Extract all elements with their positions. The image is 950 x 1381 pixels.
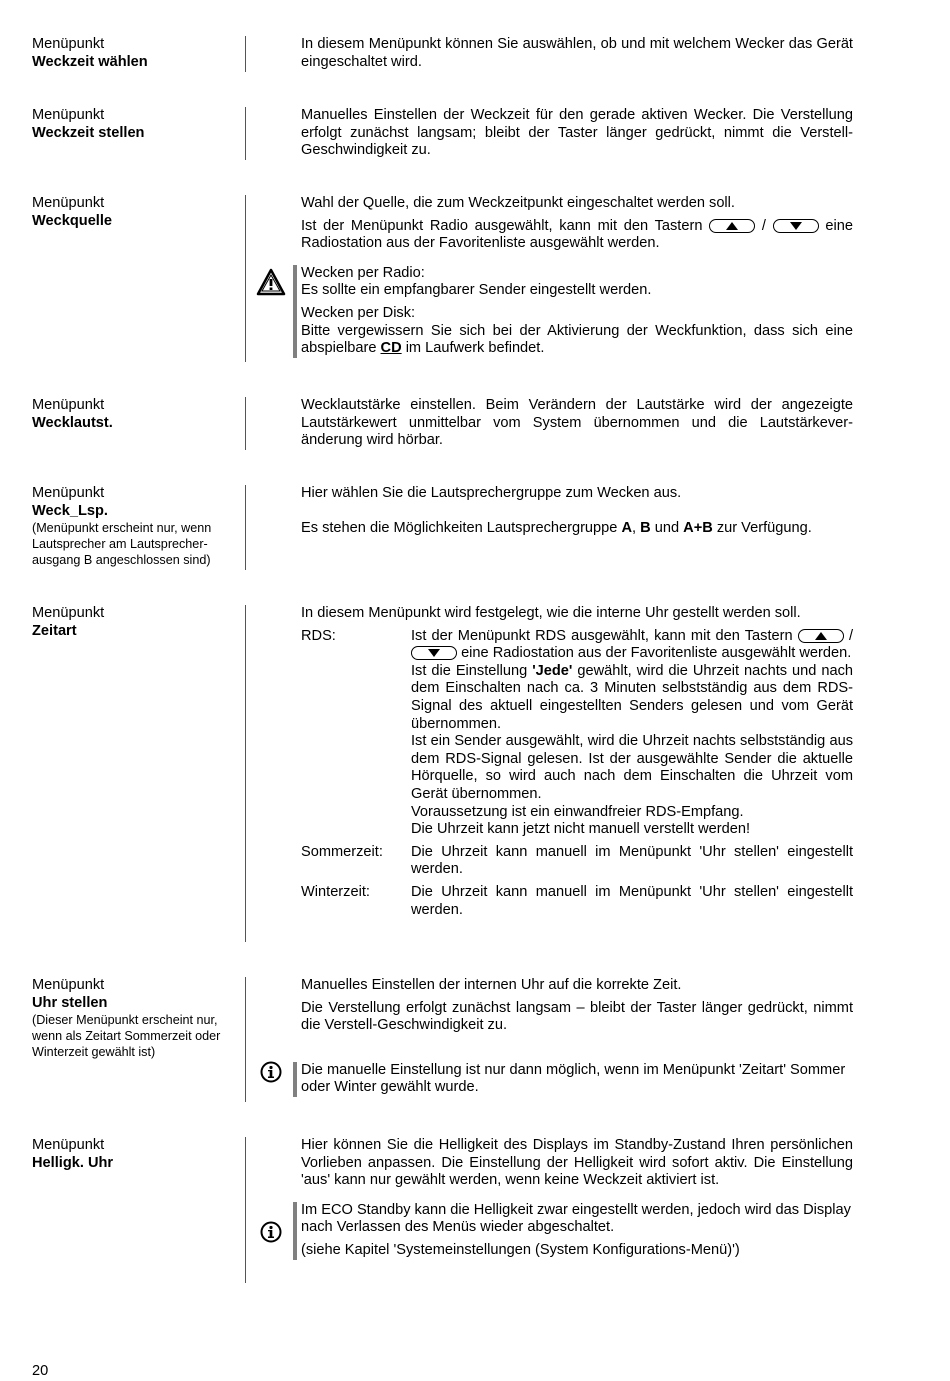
paragraph [411, 628, 853, 663]
note-line: Es sollte ein empfangbarer Sender eingestellt werden. [301, 282, 652, 299]
winterzeit-row [301, 884, 853, 919]
paragraph [301, 218, 853, 253]
section-body [301, 977, 853, 1097]
text: eine Radiostation aus der Favoritenliste ausgewählt werden. [301, 217, 853, 252]
divider [245, 485, 246, 570]
label-keyword: Helligk. Uhr [32, 1154, 114, 1171]
label-keyword: Weckzeit wählen [32, 53, 148, 70]
cd-term: CD [380, 340, 402, 357]
label-prefix: Menüpunkt [32, 977, 105, 993]
term: Winterzeit: [301, 883, 370, 900]
section-body [301, 397, 853, 450]
paragraph [411, 663, 853, 733]
section-body [301, 1137, 853, 1260]
text: im Laufwerk befindet. [405, 340, 545, 357]
note-line: Im ECO Standby kann die Helligkeit zwar eingestellt werden, jedoch wird das Display nach Verlassen des Menüs wieder abgeschaltet. [301, 1201, 851, 1236]
divider [245, 195, 246, 362]
text: eine Radiostation aus der Favoritenliste ausgewählt werden. [461, 645, 852, 662]
section-body [301, 36, 853, 71]
paragraph: Die Verstellung erfolgt zunächst langsam – bleibt der Taster länger gedrückt, nimmt die Verstell-Geschwindigkeit zu. [301, 999, 853, 1034]
note-line [301, 323, 853, 358]
option-ab: A+B [683, 519, 713, 536]
section-label [32, 195, 244, 230]
section-body [301, 605, 853, 919]
up-arrow-key-icon [709, 219, 755, 233]
label-prefix: Menüpunkt [32, 1137, 105, 1153]
rds-row [301, 628, 853, 839]
label-keyword: Weckquelle [32, 212, 113, 229]
label-prefix: Menüpunkt [32, 485, 105, 501]
note-line: (siehe Kapitel 'Systemeinstellungen (System Konfigurations-Menü)') [301, 1241, 740, 1258]
definition: Die Uhrzeit kann manuell im Menüpunkt 'Uhr stellen' eingestellt werden. [411, 843, 853, 878]
section-body [301, 195, 853, 358]
down-arrow-key-icon [773, 219, 819, 233]
up-arrow-key-icon [798, 629, 844, 643]
paragraph: Die Uhrzeit kann jetzt nicht manuell verstellt werden! [411, 821, 751, 838]
definition [411, 628, 853, 839]
sommerzeit-row [301, 844, 853, 879]
text: Ist die Einstellung [411, 662, 528, 679]
section-body [301, 107, 853, 160]
term: RDS: [301, 627, 336, 644]
label-keyword: Weckzeit stellen [32, 124, 145, 141]
label-keyword: Wecklautst. [32, 414, 113, 431]
paragraph: Wecklautstärke einstellen. Beim Verändern der Lautstärke wird der angezeigte Lautstärkewert unmittelbar vom System übernommen und die Lautstärkeveränderung wird hörbar. [301, 397, 853, 449]
text: Ist der Menüpunkt Radio ausgewählt, kann mit den Tastern [301, 217, 703, 234]
note-line: Wecken per Radio: [301, 264, 425, 281]
text: Ist der Menüpunkt RDS ausgewählt, kann mit den Tastern [411, 627, 793, 644]
paragraph: Voraussetzung ist ein einwandfreier RDS-Empfang. [411, 803, 744, 820]
text: , [632, 519, 637, 536]
text: Bitte vergewissern Sie sich bei der Aktivierung der Weckfunktion, dass sich eine abspielbare [301, 322, 853, 357]
section-label [32, 977, 244, 1060]
label-prefix: Menüpunkt [32, 397, 105, 413]
section-label [32, 107, 244, 142]
info-note [293, 1202, 853, 1260]
divider [245, 977, 246, 1102]
label-note: (Dieser Menüpunkt erscheint nur, wenn als Zeitart Sommerzeit oder Winterzeit gewählt ist) [32, 1013, 221, 1060]
info-icon [260, 1061, 282, 1089]
paragraph: Wahl der Quelle, die zum Weckzeitpunkt eingeschaltet werden soll. [301, 195, 735, 211]
section-label [32, 1137, 244, 1172]
term: Sommerzeit: [301, 843, 383, 860]
label-keyword: Weck_Lsp. [32, 502, 108, 519]
page-number: 20 [32, 1363, 49, 1379]
label-keyword: Uhr stellen [32, 994, 108, 1011]
divider [245, 36, 246, 72]
warning-note [293, 265, 853, 358]
label-prefix: Menüpunkt [32, 605, 105, 621]
label-note: (Menüpunkt erscheint nur, wenn Lautsprecher am Lautsprecherausgang B angeschlossen sind) [32, 521, 212, 568]
paragraph: In diesem Menüpunkt können Sie auswählen, ob und mit welchem Wecker das Gerät eingeschaltet wird. [301, 36, 853, 70]
divider [245, 107, 246, 160]
divider [245, 397, 246, 450]
note-line: Wecken per Disk: [301, 304, 416, 321]
paragraph: Manuelles Einstellen der Weckzeit für den gerade aktiven Wecker. Die Verstellung erfolgt zunächst langsam; bleibt der Taster länger gedrückt, nimmt die Verstell-Geschwindigkeit zu. [301, 107, 853, 159]
section-label [32, 36, 244, 71]
text: zur Verfügung. [716, 519, 812, 536]
definition: Die Uhrzeit kann manuell im Menüpunkt 'Uhr stellen' eingestellt werden. [411, 883, 853, 918]
warning-icon [256, 268, 286, 302]
section-body [301, 485, 853, 537]
paragraph: Ist ein Sender ausgewählt, wird die Uhrzeit nachts selbstständig aus dem RDS-Signal gelesen. Ist der ausgewählte Sender die aktuelle Hörquelle, so wird auch nach dem Einschalten die Uhrzeit vom Gerät übernommen. [411, 733, 853, 802]
paragraph: Hier können Sie die Helligkeit des Displays im Standby-Zustand Ihren persönlichen Vorlieben anpassen. Die Einstellung der Helligkeit wird sofort aktiv. Die Einstellung 'aus' kann nur gewählt werden, wenn keine Weckzeit aktiviert ist. [301, 1137, 853, 1189]
paragraph: In diesem Menüpunkt wird festgelegt, wie die interne Uhr gestellt werden soll. [301, 605, 801, 621]
option-a: A [621, 519, 633, 536]
down-arrow-key-icon [411, 646, 457, 660]
section-label [32, 605, 244, 640]
label-keyword: Zeitart [32, 622, 77, 639]
label-prefix: Menüpunkt [32, 36, 105, 52]
setting-jede: 'Jede' [532, 662, 573, 679]
text: und [654, 519, 680, 536]
info-icon [260, 1221, 282, 1249]
option-b: B [640, 519, 651, 536]
text: / [848, 627, 853, 644]
label-prefix: Menüpunkt [32, 107, 105, 123]
paragraph: Manuelles Einstellen der internen Uhr auf die korrekte Zeit. [301, 977, 682, 993]
paragraph: Hier wählen Sie die Lautsprechergruppe zum Wecken aus. [301, 485, 682, 501]
text: Es stehen die Möglichkeiten Lautsprechergruppe [301, 519, 618, 536]
section-label [32, 397, 244, 432]
info-note [293, 1062, 853, 1097]
divider [245, 605, 246, 942]
divider [245, 1137, 246, 1283]
text: / [761, 217, 766, 234]
label-prefix: Menüpunkt [32, 195, 105, 211]
note-line: Die manuelle Einstellung ist nur dann möglich, wenn im Menüpunkt 'Zeitart' Sommer oder Winter gewählt wurde. [301, 1061, 846, 1096]
paragraph [301, 520, 853, 538]
section-label [32, 485, 244, 568]
text: gewählt, wird die Uhrzeit nachts und nach dem Einschalten nach ca. 3 Minuten selbstständig aus dem RDS-Signal des aktuell eingestellten Senders gelesen und vom Gerät übernommen. [411, 662, 853, 732]
